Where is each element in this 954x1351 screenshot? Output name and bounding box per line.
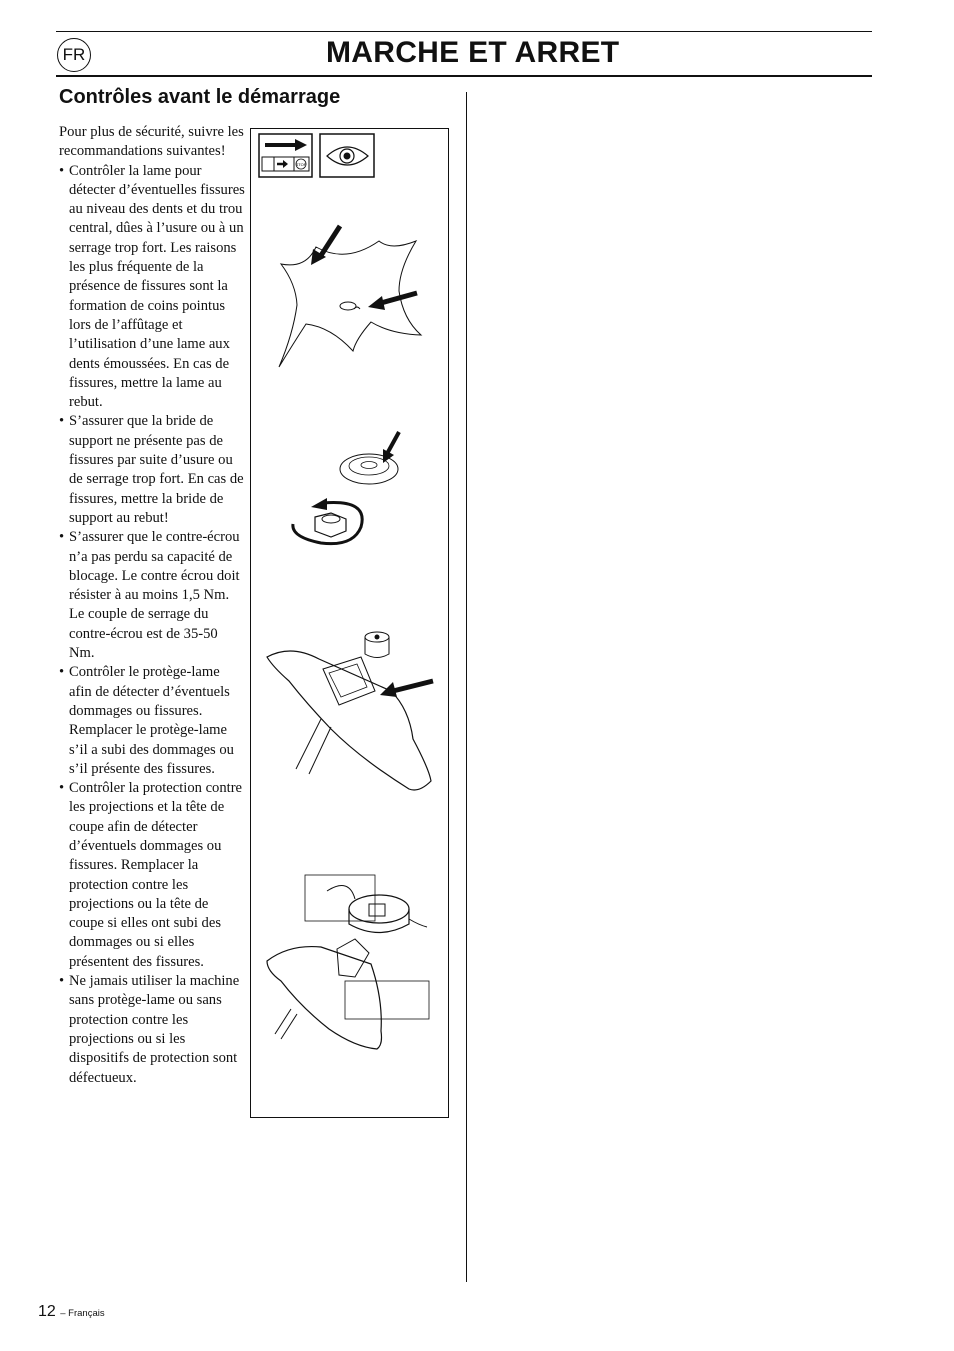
checklist-item-text: S’assurer que le contre-écrou n’a pas perdu sa capacité de blocage. Le contre écrou doit résister à au moins 1,5 Nm. Le couple de serrage du contre-écrou est de 35-50 Nm. (69, 529, 240, 662)
instructions-text (59, 123, 245, 1088)
lock-nut-illustration (293, 498, 362, 544)
bullet-glyph: • (59, 162, 65, 179)
inspect-eye-icon (320, 134, 374, 177)
blade-guard-illustration (267, 632, 433, 790)
bullet-glyph: • (59, 413, 65, 430)
column-divider (466, 92, 467, 1282)
language-badge: FR (57, 38, 91, 72)
checklist (59, 162, 245, 1088)
bullet-glyph: • (59, 529, 65, 546)
footer-language: – Français (60, 1308, 105, 1319)
page-number: 12 (38, 1303, 56, 1320)
checklist-item-text: Contrôler la lame pour détecter d’éventuelles fissures au niveau des dents et du trou central, dûes à l’usure ou à un serrage trop fort. Les raisons les plus fréquente de la présence de fissures sont la formation de coins pointus lors de l’affûtage et l’utilisation d’une lame aux dents émoussées. En cas de fissures, mettre la lame au rebut. (69, 162, 245, 411)
checklist-item (59, 162, 245, 413)
checklist-item-text: Ne jamais utiliser la machine sans protège-lame ou sans protection contre les projections ou si les dispositifs de protection sont défectueux. (69, 973, 240, 1086)
support-flange-illustration (340, 432, 399, 484)
trimmer-guard-illustration (267, 875, 429, 1049)
header-rule-top (56, 31, 872, 32)
bullet-glyph: • (59, 780, 65, 797)
checklist-item-text: Contrôler la protection contre les projections et la tête de coupe afin de détecter d’éventuels dommages ou fissures. Remplacer la protection contre les projections ou la tête de coupe si elles ont subi des dommages ou si elles présentent des fissures. (69, 780, 243, 970)
page-title: MARCHE ET ARRET (326, 36, 620, 69)
bullet-glyph: • (59, 973, 65, 990)
bullet-glyph: • (59, 664, 65, 681)
checklist-item (59, 412, 245, 528)
checklist-item-text: S’assurer que la bride de support ne présente pas de fissures par suite d’usure ou de serrage trop fort. En cas de fissures, mettre la bride de support au rebut! (69, 413, 244, 526)
illustration-canvas (251, 129, 450, 1119)
page-footer (38, 1303, 105, 1321)
section-heading: Contrôles avant le démarrage (59, 86, 341, 108)
checklist-item (59, 972, 245, 1088)
checklist-item (59, 779, 245, 972)
header-rule-bottom (56, 75, 872, 77)
checklist-item (59, 528, 245, 663)
intro-paragraph: Pour plus de sécurité, suivre les recommandations suivantes! (59, 124, 244, 160)
checklist-item-text: Contrôler le protège-lame afin de détecter d’éventuels dommages ou fissures. Remplacer le protège-lame s’il a subi des dommages ou s’il présente des fissures. (69, 664, 234, 777)
arrow-stop-switch-icon (259, 134, 312, 177)
illustration-panel (250, 128, 449, 1118)
blade-illustration (279, 226, 421, 367)
stop-badge-text: STOP (295, 162, 307, 167)
checklist-item (59, 663, 245, 779)
